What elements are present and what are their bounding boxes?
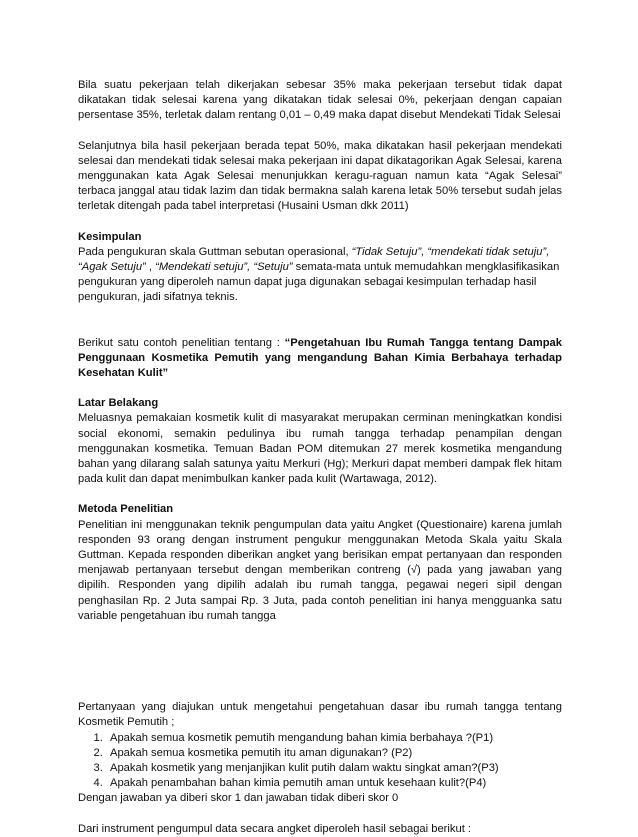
- paragraph-hasil: Dari instrument pengumpul data secara angket diperoleh hasil sebagai berikut :: [78, 822, 472, 835]
- paragraph-contoh-penelitian: [78, 336, 562, 382]
- kesimpulan-text-1: Pada pengukuran skala Guttman sebutan operasional,: [78, 245, 352, 258]
- kesimpulan-italic-1: “Tidak Setuju”, “mendekati tidak setuju”, “Agak Setuju”: [78, 245, 550, 274]
- paragraph-interpretation-35: Bila suatu pekerjaan telah dikerjakan sebesar 35% maka pekerjaan tersebut tidak dapat dikatakan tidak selesai karena yang dikatakan tidak selesai 0%, pekerjaan dengan capaian persentase 35%, terletak dalam rentang 0,01 – 0,49 maka dapat disebut Mendekati Tidak Selesai: [78, 79, 562, 122]
- heading-latar-belakang: Latar Belakang: [78, 397, 159, 410]
- heading-kesimpulan: Kesimpulan: [78, 230, 142, 243]
- paragraph-pertanyaan-intro: Pertanyaan yang diajukan untuk mengetahui pengetahuan dasar ibu rumah tangga tentang Kosmetik Pemutih ;: [78, 701, 562, 729]
- list-item: 4. Apakah penambahan bahan kimia pemutih aman untuk kesehaan kulit?(P4): [106, 776, 562, 791]
- paragraph-metoda-penelitian: Penelitian ini menggunakan teknik pengumpulan data yaitu Angket (Questionaire) karena jumlah responden 93 orang dengan instrument pengukur menggunakan Metoda Skala yaitu Skala Guttman. Kepada responden diberikan angket yang berisikan empat pertanyaan dan responden menjawab pertanyaan tersebut dengan memberikan contreng (√) pada yang jawaban yang dipilih. Responden yang dipilih adalah ibu rumah tangga, pegawai negeri sipil dengan penghasilan Rp. 2 Juta sampai Rp. 3 Juta, pada contoh penelitian ini hanya mengguanka satu variable pengetahuan ibu rumah tangga: [78, 518, 562, 622]
- kesimpulan-text-3: semata-mata untuk memudahkan mengklasifikasikan pengukuran yang diperoleh namun dapat juga digunakan sebagai kesimpulan terhadap hasil pengukuran, jadi sifatnya teknis.: [78, 261, 560, 304]
- list-item: 2. Apakah semua kosmetika pemutih itu aman digunakan? (P2): [106, 746, 562, 761]
- paragraph-interpretation-50: Selanjutnya bila hasil pekerjaan berada tepat 50%, maka dikatakan hasil pekerjaan mendekati selesai dan mendekati tidak selesai maka pekerjaan ini dapat dikatagorikan Agak Selesai, karena menggunakan kata Agak Selesai menunjukkan keragu-raguan namun kata “Agak Selesai” terbaca janggal atau tidak lazim dan tidak bermakna salah karena letak 50% tersebut sudah jelas terletak ditengah pada tabel interpretasi (Husaini Usman dkk 2011): [78, 139, 562, 213]
- question-list: [78, 731, 562, 792]
- paragraph-latar-belakang: Meluasnya pemakaian kosmetik kulit di masyarakat merupakan cerminan meningkatkan kondisi social ekonomi, semakin pedulinya ibu rumah tangga terhadap penampilan dengan menggunakan kosmetika. Temuan Badan POM ditemukan 27 merek kosmetika mengandung bahan yang dilarang salah satunya yaitu Merkuri (Hg); Merkuri dapat memberi dampak flek hitam pada kulit dan dapat menimbulkan kanker pada kulit (Wartawaga, 2012).: [78, 412, 562, 486]
- paragraph-kesimpulan: [78, 245, 562, 306]
- list-item: 1. Apakah semua kosmetik pemutih mengandung bahan kimia berbahaya ?(P1): [106, 731, 562, 746]
- contoh-title: “Pengetahuan Ibu Rumah Tangga tentang Dampak Penggunaan Kosmetika Pemutih yang mengandung Bahan Kimia Berbahaya terhadap Kesehatan Kulit”: [78, 336, 562, 380]
- kesimpulan-italic-2: “Mendekati setuju”, “Setuju”: [155, 261, 293, 274]
- document-body: [78, 78, 562, 837]
- paragraph-skor: Dengan jawaban ya diberi skor 1 dan jawaban tidak diberi skor 0: [78, 792, 399, 805]
- kesimpulan-text-2: ,: [145, 261, 156, 274]
- heading-metoda-penelitian: Metoda Penelitian: [78, 503, 174, 516]
- list-item: 3. Apakah kosmetik yang menjanjikan kulit putih dalam waktu singkat aman?(P3): [106, 761, 562, 776]
- contoh-intro: Berikut satu contoh penelitian tentang :: [78, 336, 285, 349]
